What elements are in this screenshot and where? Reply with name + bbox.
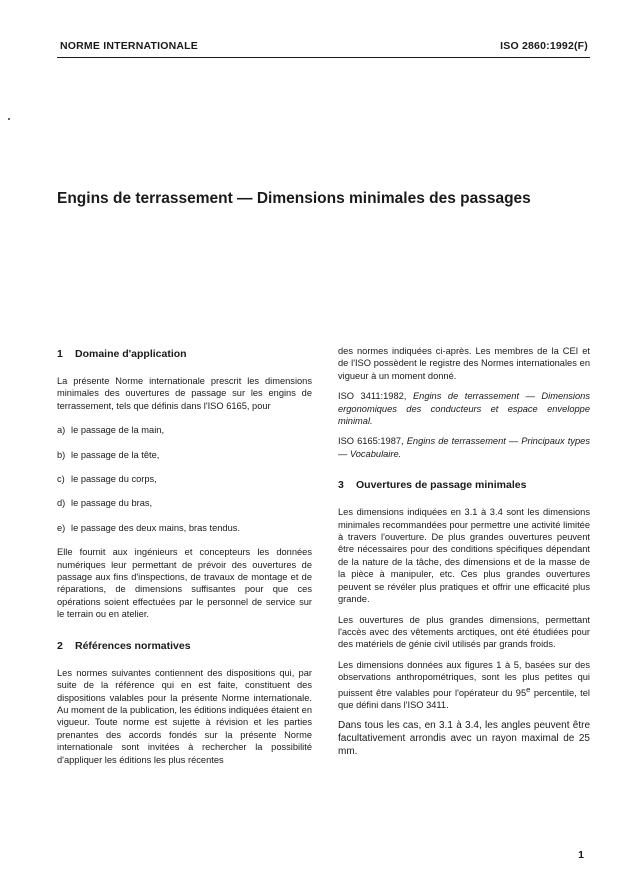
section-gap — [57, 629, 312, 639]
list-item — [57, 497, 312, 509]
superscript-e: e — [526, 684, 531, 694]
list-item — [57, 522, 312, 534]
section-2-heading — [57, 639, 312, 653]
section-gap — [338, 468, 590, 478]
section-1-intro: La présente Norme internationale prescrit les dimensions minimales des ouvertures de passage sur les engins de terrassement, tels que définis dans l'ISO 6165, pour — [57, 376, 312, 411]
list-item-mark: d) — [57, 498, 66, 509]
page-number: 1 — [578, 849, 584, 861]
section-1-list — [57, 424, 312, 534]
reference-code: ISO 6165:1987, — [338, 436, 404, 447]
left-column — [57, 347, 312, 774]
section-2-title: Références normatives — [75, 639, 191, 652]
header-rule — [57, 57, 590, 58]
list-item-text: le passage de la main, — [71, 425, 165, 436]
section-3-title: Ouvertures de passage minimales — [356, 479, 527, 492]
section-1-title: Domaine d'application — [75, 348, 187, 360]
list-item-mark: e) — [57, 522, 66, 533]
section-1-number: 1 — [57, 348, 63, 360]
normative-reference — [338, 435, 590, 460]
list-item-text: le passage du bras, — [71, 498, 153, 509]
list-item-text: le passage de la tête, — [71, 449, 160, 460]
scan-speck — [8, 118, 10, 120]
section-2-paragraph-part-1: Les normes suivantes contiennent des dispositions qui, par suite de la référence qui en est faite, constituent des dispositions valables pour la présente Norme internationale. Au moment de la publication, les éditions indiquées étaient en vigueur. Toute norme est sujette à révision et les parties prenantes des accords fondés sur la présente Norme internationale sont invitées à rechercher la possibilité d'appliquer les éditions les plus récentes — [57, 667, 312, 765]
list-item — [57, 449, 312, 461]
document-title: Engins de terrassement — Dimensions minimales des passages — [57, 190, 531, 207]
reference-title: Engins de terrassement — Principaux types — Vocabulaire. — [338, 436, 590, 459]
list-item-mark: c) — [57, 474, 65, 485]
section-3-paragraph-1: Les dimensions indiquées en 3.1 à 3.4 sont les dimensions minimales recommandées pour permettre une activité limitée à travers l'ouverture. De plus grandes ouvertures peuvent être nécessaires pour des conditions spécifiques dépendant de la nature de la tâche, des dimensions et de la masse de la pièce à manipuler, etc. Ces plus grandes ouvertures peuvent se révéler plus pratiques et offrir une efficacité plus grande. — [338, 507, 590, 605]
section-1-closing: Elle fournit aux ingénieurs et concepteurs les données numériques leur permettant de prévoir des ouvertures de passage aux fins d'inspections, de travaux de montage et de réparations, de dimensions suffisantes pour que ces opérations soient effectuées par le personnel de service sur le terrain ou en atelier. — [57, 547, 312, 620]
section-1-heading — [57, 347, 312, 361]
list-item — [57, 473, 312, 485]
list-item-text: le passage des deux mains, bras tendus. — [71, 522, 240, 533]
normative-reference — [338, 390, 590, 427]
reference-code: ISO 3411:1982, — [338, 391, 407, 402]
section-3-heading — [338, 478, 590, 492]
list-item-text: le passage du corps, — [71, 474, 157, 485]
paragraph-3-text-before: Les dimensions données aux figures 1 à 5, basées sur des observations anthropométriques, sont les plus petites qui puissent être valables pour l'opérateur du 95 — [338, 659, 590, 698]
right-column — [338, 345, 590, 766]
section-3-paragraph-4: Dans tous les cas, en 3.1 à 3.4, les angles peuvent être facultativement arrondis avec un rayon maximal de 25 mm. — [338, 720, 590, 758]
paragraph-3-text-after: percentile, tel que défini dans l'ISO 3411. — [338, 687, 590, 711]
list-item — [57, 424, 312, 436]
section-3-paragraph-3 — [338, 659, 590, 712]
list-item-mark: a) — [57, 425, 66, 436]
reference-title: Engins de terrassement — Dimensions ergonomiques des conducteurs et espace enveloppe minimal. — [338, 391, 590, 427]
section-3-number: 3 — [338, 479, 344, 492]
section-2-paragraph-part-2: des normes indiquées ci-après. Les membres de la CEI et de l'ISO possèdent le registre des Normes internationales en vigueur à un moment donné. — [338, 346, 590, 381]
header-standard-type: NORME INTERNATIONALE — [60, 40, 198, 52]
list-item-mark: b) — [57, 449, 66, 460]
section-2-number: 2 — [57, 639, 63, 652]
section-3-paragraph-2: Les ouvertures de plus grandes dimensions, permettant l'accès avec des vêtements arctiques, ont été étudiées pour des matériels de génie civil utilisés par grands froids. — [338, 614, 590, 650]
header-standard-number: ISO 2860:1992(F) — [500, 40, 588, 52]
